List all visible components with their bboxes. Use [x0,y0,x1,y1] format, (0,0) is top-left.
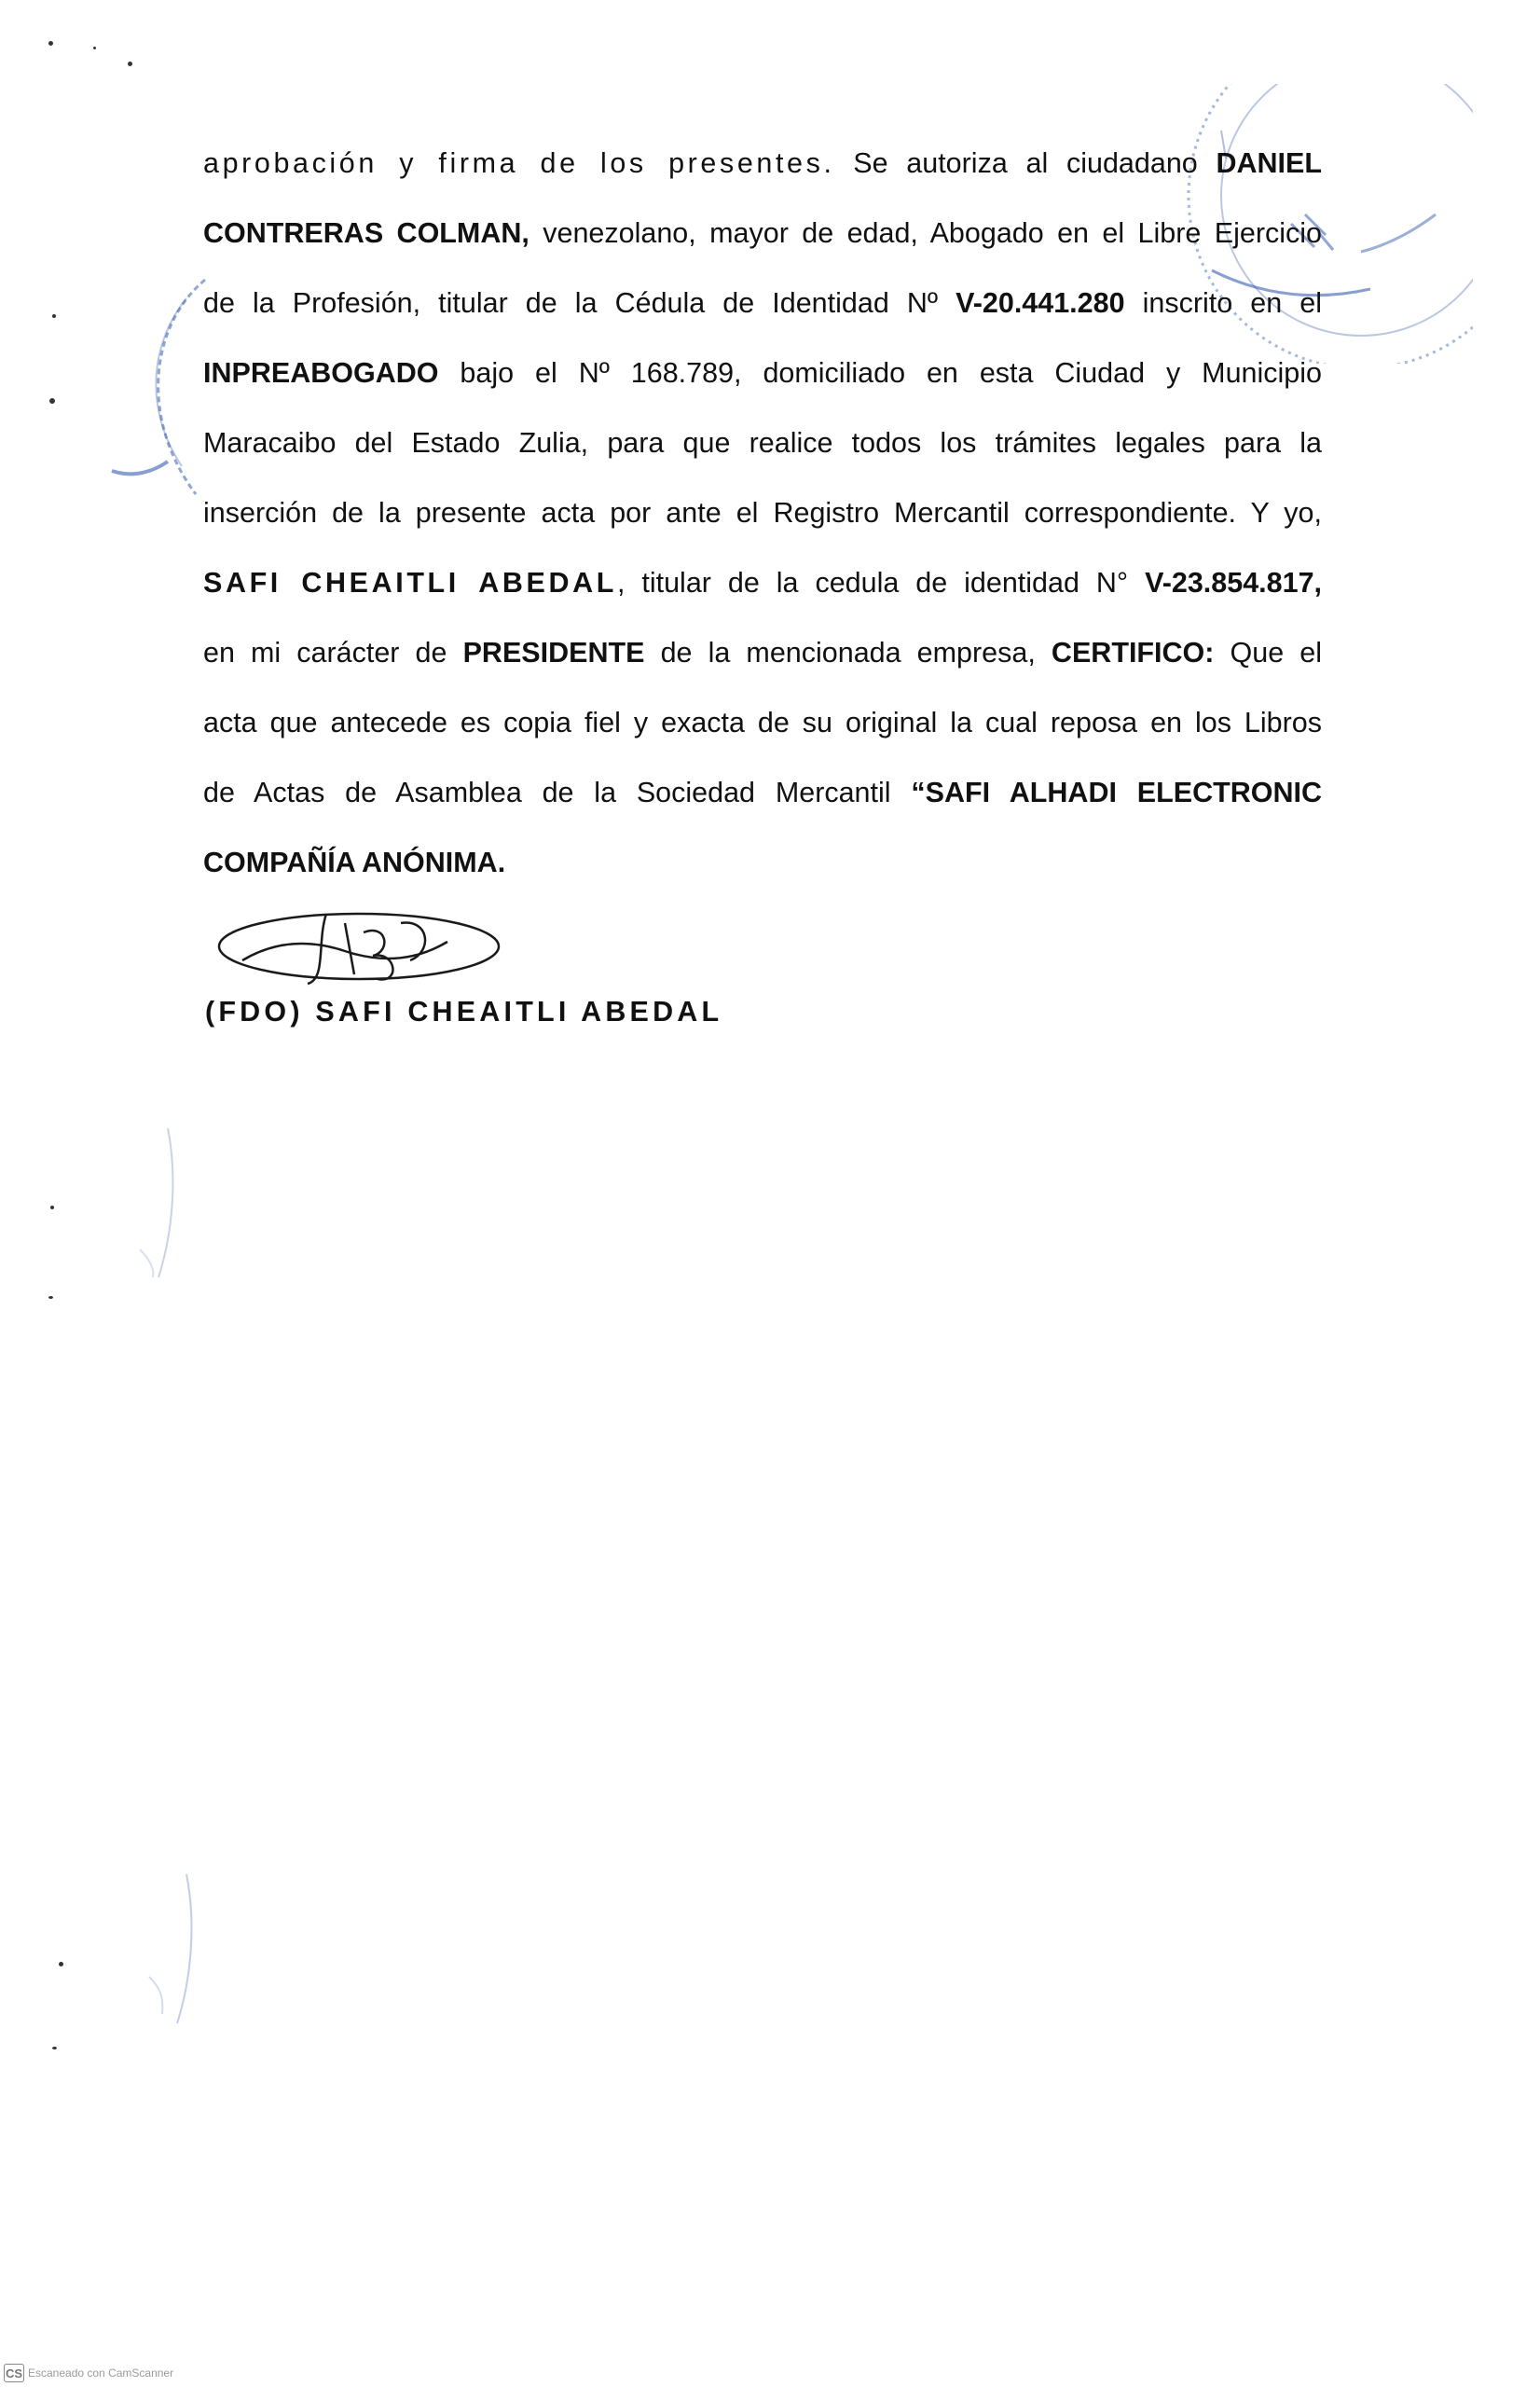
text-segment: Se autoriza al ciudadano [834,147,1217,179]
scan-dot [93,47,96,49]
text-line [203,140,1322,186]
text-segment: aprobación y firma de los presentes. [203,147,835,179]
text-segment: en mi carácter de [203,637,463,669]
text-line [203,839,505,886]
handwritten-signature [214,895,522,998]
text-segment: de Actas de Asamblea de la Sociedad Mercantil [203,777,912,808]
scan-dot [49,398,55,404]
text-line [203,699,1322,746]
text-segment: Maracaibo del Estado Zulia, para que realice todos los trámites legales para la [203,427,1322,459]
bold-text-segment: SAFI CHEAITLI ABEDAL [203,567,617,599]
bold-text-segment: “SAFI ALHADI ELECTRONIC [911,777,1323,808]
camscanner-logo-icon: CS [4,2364,24,2382]
text-line [203,490,1322,536]
bleed-through-mark [112,1119,186,1287]
scan-dot [52,314,56,318]
text-line [203,420,1322,466]
text-segment: inserción de la presente acta por ante el Registro Mercantil correspondiente. Y yo, [203,497,1322,529]
signature-caption: (FDO) SAFI CHEAITLI ABEDAL [205,996,723,1028]
bold-text-segment: CONTRERAS COLMAN, [203,217,529,249]
bold-text-segment: V-23.854.817, [1145,567,1323,599]
text-line [203,350,1322,396]
bold-text-segment: INPREABOGADO [203,357,439,389]
bold-text-segment: CERTIFICO: [1051,637,1215,669]
scan-dot [48,41,53,46]
scan-dot [128,62,132,66]
text-line [203,769,1322,816]
bleed-through-mark [131,1865,205,2033]
bold-text-segment: V-20.441.280 [956,287,1125,319]
text-segment: acta que antecede es copia fiel y exacta de su original la cual reposa en los Libros [203,707,1322,738]
bold-text-segment: COMPAÑÍA ANÓNIMA. [203,847,506,878]
text-line [203,559,1322,606]
scan-dot [48,1296,53,1299]
text-segment: inscrito en el [1124,287,1322,319]
bold-text-segment: DANIEL [1216,147,1322,179]
text-segment: Que el [1214,637,1323,669]
scan-dot [50,1206,54,1209]
scan-dot [59,1962,63,1966]
text-line [203,280,1322,326]
text-segment: , titular de la cedula de identidad N° [616,567,1146,599]
text-segment: bajo el Nº 168.789, domiciliado en esta Ciudad y Municipio [438,357,1322,389]
text-line [203,210,1322,256]
text-segment: de la Profesión, titular de la Cédula de Identidad Nº [203,287,956,319]
scan-dot [52,2047,57,2049]
text-line [203,629,1322,676]
scanner-watermark: Escaneado con CamScanner [28,2366,174,2380]
text-segment: venezolano, mayor de edad, Abogado en el Libre Ejercicio [529,217,1322,249]
bold-text-segment: PRESIDENTE [462,637,645,669]
text-segment: de la mencionada empresa, [644,637,1052,669]
stamp-fragment [93,270,214,504]
